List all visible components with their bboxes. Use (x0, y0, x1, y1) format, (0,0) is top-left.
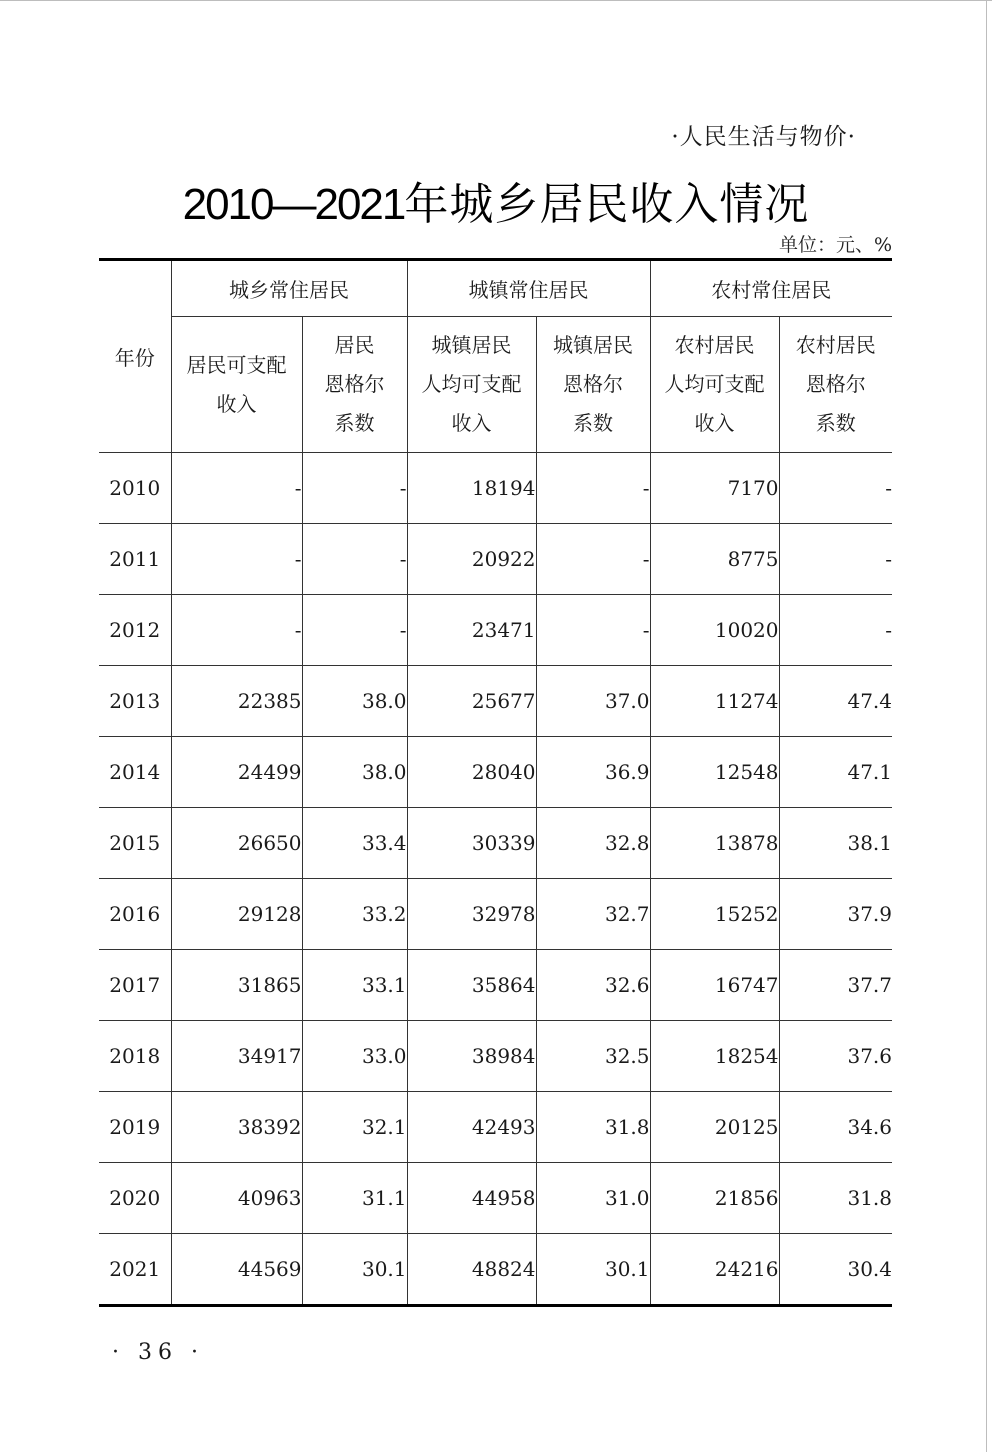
year-cell: 2016 (99, 879, 171, 950)
value-cell: 30.1 (536, 1234, 650, 1306)
value-cell: - (302, 595, 407, 666)
value-cell: 32978 (407, 879, 536, 950)
value-cell: 34917 (171, 1021, 302, 1092)
group-header-urban: 城镇常住居民 (407, 260, 650, 317)
unit-note: 单位：元、% (778, 234, 892, 256)
value-cell: 37.0 (536, 666, 650, 737)
value-cell: 13878 (650, 808, 779, 879)
table-row (99, 1092, 892, 1163)
table-row (99, 808, 892, 879)
table-row (99, 453, 892, 524)
title-text: 年城乡居民收入情况 (404, 179, 810, 230)
table-row (99, 666, 892, 737)
group-header-rural: 农村常住居民 (650, 260, 892, 317)
value-cell: 29128 (171, 879, 302, 950)
value-cell: 47.1 (779, 737, 892, 808)
year-cell: 2015 (99, 808, 171, 879)
value-cell: 28040 (407, 737, 536, 808)
value-cell: 37.9 (779, 879, 892, 950)
table-row (99, 1234, 892, 1306)
year-cell: 2012 (99, 595, 171, 666)
value-cell: 23471 (407, 595, 536, 666)
page-right-edge (986, 0, 987, 1452)
value-cell: 37.6 (779, 1021, 892, 1092)
value-cell: 11274 (650, 666, 779, 737)
value-cell: 44569 (171, 1234, 302, 1306)
value-cell: 40963 (171, 1163, 302, 1234)
value-cell: 33.0 (302, 1021, 407, 1092)
value-cell: 18254 (650, 1021, 779, 1092)
section-header: ·人民生活与物价· (671, 124, 856, 150)
value-cell: 22385 (171, 666, 302, 737)
value-cell: 10020 (650, 595, 779, 666)
table-row (99, 524, 892, 595)
value-cell: 30339 (407, 808, 536, 879)
value-cell: - (171, 453, 302, 524)
value-cell: 24216 (650, 1234, 779, 1306)
value-cell: 31.0 (536, 1163, 650, 1234)
year-cell: 2020 (99, 1163, 171, 1234)
value-cell: 32.7 (536, 879, 650, 950)
value-cell: 35864 (407, 950, 536, 1021)
value-cell: 12548 (650, 737, 779, 808)
value-cell: 31.8 (779, 1163, 892, 1234)
value-cell: 30.1 (302, 1234, 407, 1306)
col-header-urban-engel: 城镇居民 恩格尔 系数 (536, 317, 650, 453)
value-cell: - (536, 524, 650, 595)
title-years: 2010—2021 (182, 180, 405, 229)
value-cell: 42493 (407, 1092, 536, 1163)
value-cell: 38.0 (302, 666, 407, 737)
value-cell: 37.7 (779, 950, 892, 1021)
value-cell: 20922 (407, 524, 536, 595)
table-row (99, 737, 892, 808)
value-cell: 33.2 (302, 879, 407, 950)
value-cell: - (779, 595, 892, 666)
income-table (99, 258, 892, 1307)
value-cell: 7170 (650, 453, 779, 524)
value-cell: 25677 (407, 666, 536, 737)
value-cell: 36.9 (536, 737, 650, 808)
year-cell: 2019 (99, 1092, 171, 1163)
value-cell: 38.0 (302, 737, 407, 808)
value-cell: 34.6 (779, 1092, 892, 1163)
value-cell: 24499 (171, 737, 302, 808)
table-row (99, 595, 892, 666)
year-column-header: 年份 (99, 260, 171, 453)
value-cell: 32.6 (536, 950, 650, 1021)
value-cell: - (536, 453, 650, 524)
table-row (99, 879, 892, 950)
value-cell: - (779, 524, 892, 595)
year-cell: 2014 (99, 737, 171, 808)
value-cell: 32.8 (536, 808, 650, 879)
value-cell: 38392 (171, 1092, 302, 1163)
value-cell: 33.4 (302, 808, 407, 879)
value-cell: 8775 (650, 524, 779, 595)
value-cell: 31.1 (302, 1163, 407, 1234)
value-cell: - (779, 453, 892, 524)
year-cell: 2013 (99, 666, 171, 737)
value-cell: 31.8 (536, 1092, 650, 1163)
value-cell: 47.4 (779, 666, 892, 737)
col-header-resident-income: 居民可支配 收入 (171, 317, 302, 453)
value-cell: 32.1 (302, 1092, 407, 1163)
value-cell: 26650 (171, 808, 302, 879)
page-number: · 36 · (112, 1340, 204, 1365)
col-header-resident-engel: 居民 恩格尔 系数 (302, 317, 407, 453)
value-cell: 20125 (650, 1092, 779, 1163)
value-cell: 16747 (650, 950, 779, 1021)
table-row (99, 1021, 892, 1092)
value-cell: - (171, 595, 302, 666)
group-header-urban-rural: 城乡常住居民 (171, 260, 407, 317)
page-title (100, 168, 892, 232)
value-cell: 21856 (650, 1163, 779, 1234)
value-cell: 15252 (650, 879, 779, 950)
value-cell: 44958 (407, 1163, 536, 1234)
value-cell: - (171, 524, 302, 595)
col-header-urban-income: 城镇居民 人均可支配 收入 (407, 317, 536, 453)
year-cell: 2011 (99, 524, 171, 595)
value-cell: 32.5 (536, 1021, 650, 1092)
value-cell: 18194 (407, 453, 536, 524)
year-cell: 2021 (99, 1234, 171, 1306)
page-top-edge (0, 0, 992, 1)
value-cell: - (302, 453, 407, 524)
value-cell: 38.1 (779, 808, 892, 879)
year-cell: 2017 (99, 950, 171, 1021)
table-body (99, 453, 892, 1306)
value-cell: - (302, 524, 407, 595)
value-cell: 48824 (407, 1234, 536, 1306)
year-cell: 2018 (99, 1021, 171, 1092)
table-row (99, 1163, 892, 1234)
col-header-rural-income: 农村居民 人均可支配 收入 (650, 317, 779, 453)
col-header-rural-engel: 农村居民 恩格尔 系数 (779, 317, 892, 453)
value-cell: 33.1 (302, 950, 407, 1021)
year-cell: 2010 (99, 453, 171, 524)
value-cell: 38984 (407, 1021, 536, 1092)
table-row (99, 950, 892, 1021)
value-cell: 30.4 (779, 1234, 892, 1306)
value-cell: - (536, 595, 650, 666)
value-cell: 31865 (171, 950, 302, 1021)
